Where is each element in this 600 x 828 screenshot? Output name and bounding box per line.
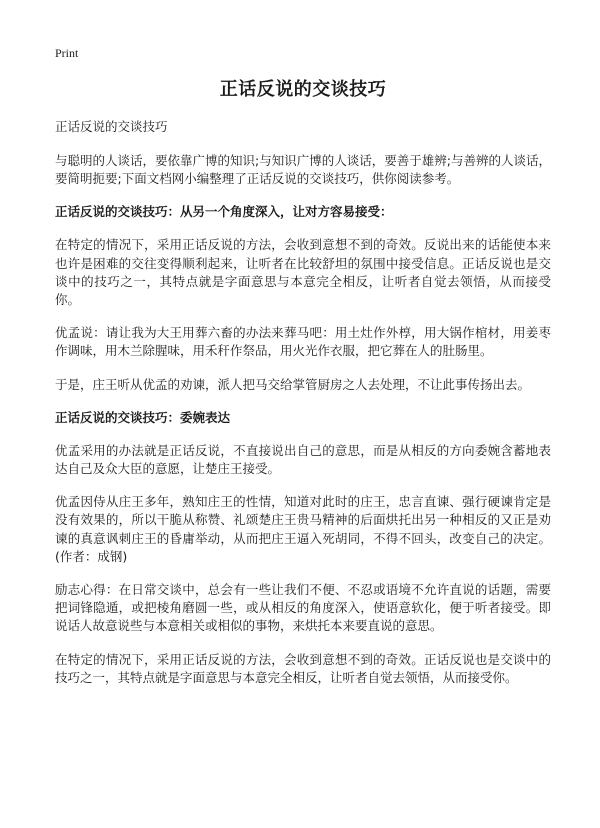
print-link[interactable]: Print <box>55 46 79 60</box>
section-heading-1: 正话反说的交谈技巧：从另一个角度深入，让对方容易接受： <box>55 204 393 220</box>
page-title: 正话反说的交谈技巧 <box>219 79 387 100</box>
paragraph: 于是，庄王听从优孟的劝谏，派人把马交给掌管厨房之人去处理，不让此事传扬出去。 <box>55 376 531 392</box>
paragraph: 在特定的情况下，采用正话反说的方法，会收到意想不到的奇效。反说出来的话能使本来也许是困难的交往变得顺利起来，让听者在比较舒坦的氛围中接受信息。正话反说也是交谈中的技巧之一，其特点就是字面意思与本意完全相反，让听者自觉去领悟，从而接受你。 <box>55 237 551 308</box>
paragraph: 在特定的情况下，采用正话反说的方法，会收到意想不到的奇效。正话反说也是交谈中的技巧之一，其特点就是字面意思与本意完全相反，让听者自觉去领悟，从而接受你。 <box>55 651 551 685</box>
intro-paragraph: 与聪明的人谈话，要依靠广博的知识;与知识广博的人谈话，要善于雄辨;与善辨的人谈话，要简明扼要;下面文档网小编整理了正话反说的交谈技巧，供你阅读参考。 <box>55 153 551 187</box>
article <box>55 78 551 702</box>
paragraph: 励志心得：在日常交谈中，总会有一些让我们不便、不忍或语境不允许直说的话题，需要把词锋隐遁，或把棱角磨圆一些，或从相反的角度深入，使语意软化，便于听者接受。即说话人故意说些与本意相关或相似的事物，来烘托本来要直说的意思。 <box>55 582 551 634</box>
article-subtitle: 正话反说的交谈技巧 <box>55 119 168 134</box>
section-heading-2: 正话反说的交谈技巧：委婉表达 <box>55 409 231 425</box>
paragraph: 优孟说：请让我为大王用葬六畜的办法来葬马吧：用土灶作外椁，用大锅作棺材，用姜枣作调味，用木兰除腥味，用禾秆作祭品，用火光作衣服，把它葬在人的肚肠里。 <box>55 325 551 359</box>
paragraph: 优孟采用的办法就是正话反说，不直接说出自己的意思，而是从相反的方向委婉含蓄地表达自己及众大臣的意愿，让楚庄王接受。 <box>55 442 551 477</box>
paragraph: 优孟因侍从庄王多年，熟知庄王的性情，知道对此时的庄王，忠言直谏、强行硬谏肯定是没有效果的，所以干脆从称赞、礼颂楚庄王贵马精神的后面烘托出另一种相反的又正是劝谏的真意讽刺庄王的昏庸举动，从而把庄王逼入死胡同，不得不回头，改变自己的决定。(作者：成钢) <box>55 494 551 564</box>
